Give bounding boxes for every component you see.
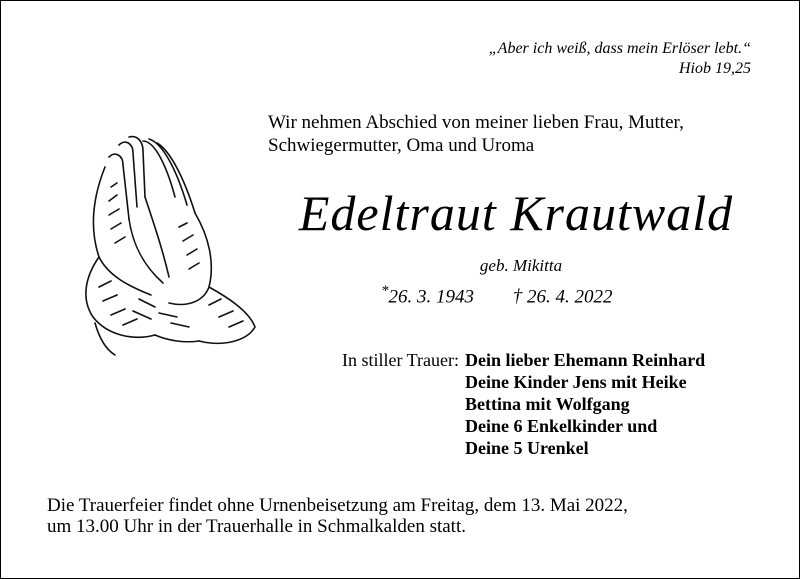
mourners-label: In stiller Trauer: <box>342 350 459 370</box>
death-date: 26. 4. 2022 <box>527 286 613 308</box>
birth-date: 26. 3. 1943 <box>388 286 474 308</box>
birth-symbol: * <box>381 283 389 299</box>
praying-hands-icon <box>59 127 259 357</box>
mourner-line: Deine 6 Enkelkinder und <box>465 416 658 436</box>
mourner-line: Bettina mit Wolfgang <box>465 394 630 414</box>
funeral-line-1: Die Trauerfeier findet ohne Urnenbeisetzung am Freitag, dem 13. Mai 2022, <box>47 495 628 516</box>
farewell-intro <box>268 111 748 157</box>
death-symbol: † <box>512 286 523 308</box>
intro-line-1: Wir nehmen Abschied von meiner lieben Frau, Mutter, <box>268 112 684 133</box>
quote-source: Hiob 19,25 <box>679 60 751 77</box>
mourners-list <box>465 349 705 459</box>
funeral-info <box>47 495 767 537</box>
intro-line-2: Schwiegermutter, Oma und Uroma <box>268 135 535 156</box>
funeral-line-2: um 13.00 Uhr in der Trauerhalle in Schmalkalden statt. <box>47 516 466 537</box>
life-dates <box>381 283 681 308</box>
deceased-name: Edeltraut Krautwald <box>298 185 734 241</box>
bible-quote <box>489 39 751 79</box>
mourner-line: Deine Kinder Jens mit Heike <box>465 372 687 392</box>
quote-text: „Aber ich weiß, dass mein Erlöser lebt.“ <box>488 40 751 57</box>
mourners-block <box>342 349 705 459</box>
mourner-line: Dein lieber Ehemann Reinhard <box>465 350 706 370</box>
maiden-name: geb. Mikitta <box>479 256 563 275</box>
mourner-line: Deine 5 Urenkel <box>465 438 589 458</box>
